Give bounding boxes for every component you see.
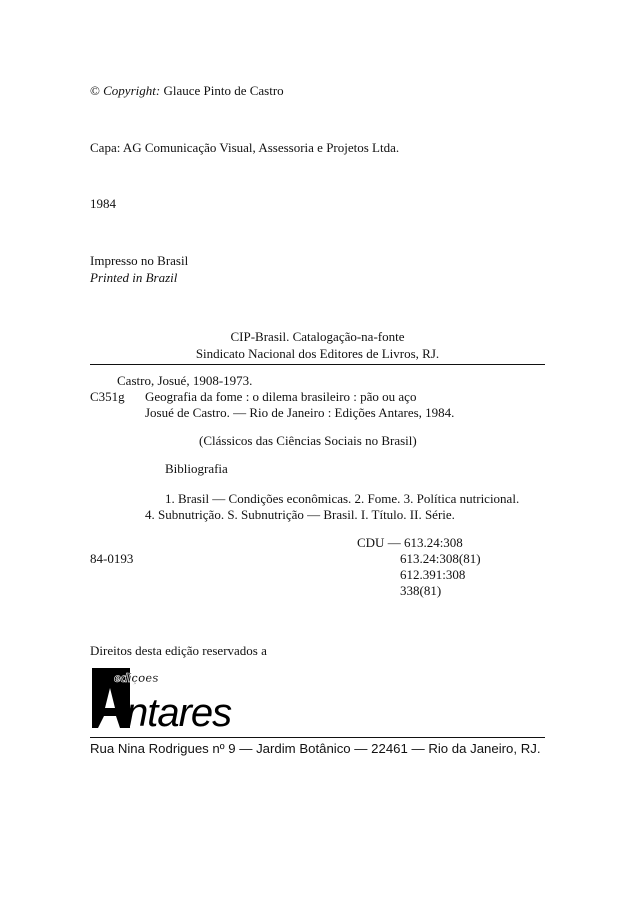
cip-cdu-code: 612.391:308 [400,567,466,582]
copyright-holder: Glauce Pinto de Castro [163,83,284,98]
copyright-line [90,82,284,99]
address-rule [90,737,545,738]
publisher-logo [90,668,250,730]
cover-credit: Capa: AG Comunicação Visual, Assessoria e Projetos Ltda. [90,140,400,155]
printed-in-en: Printed in Brazil [90,270,178,285]
publisher-address: Rua Nina Rodrigues nº 9 — Jardim Botânico — 22461 — Rio da Janeiro, RJ. [90,741,541,756]
copyright-symbol: © [90,83,100,98]
cip-series-line: (Clássicos das Ciências Sociais no Brasil) [199,433,417,448]
cip-title-line: Geografia da fome : o dilema brasileiro : pão ou aço [145,389,417,404]
svg-text:ediçoes: ediçoes [114,671,159,685]
cip-heading: CIP-Brasil. Catalogação-na-fonte [230,329,405,344]
cip-cdu-code: 613.24:308(81) [400,551,481,566]
cip-subheading: Sindicato Nacional dos Editores de Livros, RJ. [195,346,440,361]
rights-statement: Direitos desta edição reservados a [90,643,267,658]
cip-subjects-line2: 4. Subnutrição. S. Subnutrição — Brasil. I. Título. II. Série. [145,507,455,522]
printed-in-pt: Impresso no Brasil [90,253,189,268]
svg-text:ntares: ntares [126,691,232,730]
cip-subjects-line1: 1. Brasil — Condições econômicas. 2. Fome. 3. Política nutricional. [165,491,520,506]
cip-bibliography: Bibliografia [165,461,228,476]
publication-year: 1984 [90,196,116,211]
cip-record-number: 84-0193 [90,551,134,566]
cip-cdu-code: 338(81) [400,583,442,598]
cip-author-line: Castro, Josué, 1908-1973. [117,373,253,388]
copyright-label: Copyright: [103,83,161,98]
cip-call-number: C351g [90,389,125,404]
cip-statement-line: Josué de Castro. — Rio de Janeiro : Edições Antares, 1984. [145,405,455,420]
cip-cdu-label: CDU — 613.24:308 [357,535,463,550]
cip-top-rule [90,364,545,365]
